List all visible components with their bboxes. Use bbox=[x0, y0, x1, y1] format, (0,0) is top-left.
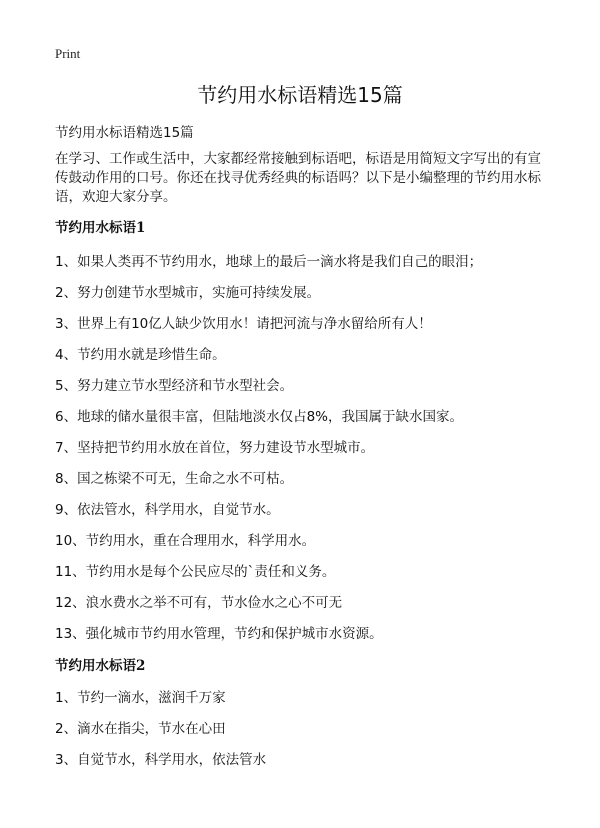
list-item: 11、节约用水是每个公民应尽的`责任和义务。 bbox=[55, 564, 336, 580]
list-item: 3、世界上有10亿人缺少饮用水！请把河流与净水留给所有人！ bbox=[55, 316, 432, 332]
intro-paragraph: 在学习、工作或生活中，大家都经常接触到标语吧，标语是用简短文字写出的有宣传鼓动作用的口号。你还在找寻优秀经典的标语吗？以下是小编整理的节约用水标语，欢迎大家分享。 bbox=[55, 151, 541, 205]
document-subtitle: 节约用水标语精选15篇 bbox=[55, 125, 194, 141]
list-item: 13、强化城市节约用水管理，节约和保护城市水资源。 bbox=[55, 626, 383, 642]
list-item: 4、节约用水就是珍惜生命。 bbox=[55, 347, 226, 363]
print-link[interactable]: Print bbox=[55, 46, 81, 61]
list-item: 1、节约一滴水，滋润千万家 bbox=[55, 690, 226, 706]
list-item: 10、节约用水，重在合理用水，科学用水。 bbox=[55, 533, 316, 549]
section-heading: 节约用水标语1 bbox=[55, 220, 146, 236]
list-item: 9、依法管水，科学用水，自觉节水。 bbox=[55, 502, 280, 518]
list-item: 1、如果人类再不节约用水，地球上的最后一滴水将是我们自己的眼泪； bbox=[55, 254, 483, 270]
page-title: 节约用水标语精选15篇 bbox=[197, 83, 403, 107]
list-item: 5、努力建立节水型经济和节水型社会。 bbox=[55, 378, 294, 394]
list-item: 3、自觉节水，科学用水，依法管水 bbox=[55, 752, 267, 768]
list-item: 2、滴水在指尖，节水在心田 bbox=[55, 721, 226, 737]
list-item: 7、坚持把节约用水放在首位，努力建设节水型城市。 bbox=[55, 440, 375, 456]
list-item: 12、浪水费水之举不可有，节水俭水之心不可无 bbox=[55, 595, 343, 611]
list-item: 2、努力创建节水型城市，实施可持续发展。 bbox=[55, 285, 321, 301]
list-item: 8、国之栋梁不可无，生命之水不可枯。 bbox=[55, 471, 294, 487]
list-item: 6、地球的储水量很丰富，但陆地淡水仅占8%，我国属于缺水国家。 bbox=[55, 409, 464, 425]
section-heading: 节约用水标语2 bbox=[55, 658, 146, 674]
